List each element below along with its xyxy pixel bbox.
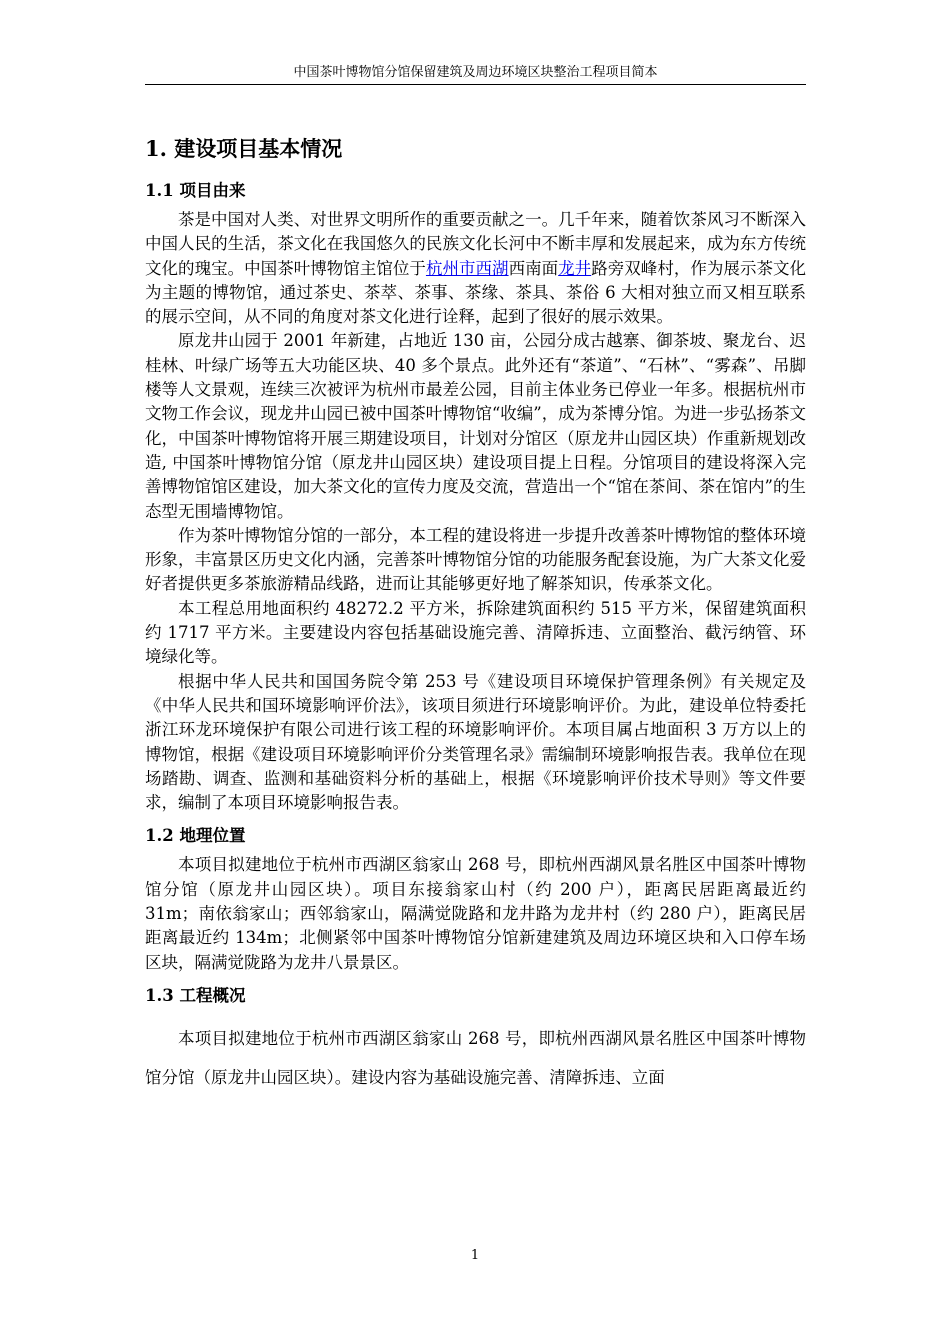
paragraph-text: 西南面 bbox=[508, 258, 559, 278]
paragraph-location: 本项目拟建地位于杭州市西湖区翁家山 268 号，即杭州西湖风景名胜区中国茶叶博物馆分馆（原龙井山园区块）。项目东接翁家山村（约 200 户），距离民居距离最近约 31m；南依翁家山；西邻翁家山，隔满觉陇路和龙井路为龙井村（约 280 户），距离民居距离最近约 134m；北侧紧邻中国茶叶博物馆分馆新建建筑及周边环境区块和入口停车场区块，隔满觉陇路为龙井八景景区。 bbox=[145, 855, 806, 972]
paragraph-longjing-park: 原龙井山园于 2001 年新建，占地近 130 亩，公园分成古越寨、御茶坡、聚龙台、迟桂林、叶绿广场等五大功能区块、40 多个景点。此外还有“茶道”、“石林”、“雾森”、吊脚楼等人文景观，连续三次被评为杭州市最差公园，目前主体业务已停业一年多。根据杭州市文物工作会议，现龙井山园已被中国茶叶博物馆“收编”，成为茶博分馆。为进一步弘扬茶文化，中国茶叶博物馆将开展三期建设项目，计划对分馆区（原龙井山园区块）作重新规划改造, 中国茶叶博物馆分馆（原龙井山园区块）建设项目提上日程。分馆项目的建设将深入完善博物馆馆区建设，加大茶文化的宣传力度及交流，营造出一个“馆在茶间、茶在馆内”的生态型无围墙博物馆。 bbox=[145, 331, 806, 521]
section-title-basic-info: 1. 建设项目基本情况 bbox=[145, 136, 343, 161]
subsection-title-project-overview: 1.3 工程概况 bbox=[145, 985, 246, 1005]
paragraph-project-significance: 作为茶叶博物馆分馆的一部分，本工程的建设将进一步提升改善茶叶博物馆的整体环境形象，丰富景区历史文化内涵，完善茶叶博物馆分馆的功能服务配套设施，为广大茶文化爱好者提供更多茶旅游精品线路，进而让其能够更好地了解茶知识，传承茶文化。 bbox=[145, 525, 806, 594]
paragraph-project-overview: 本项目拟建地位于杭州市西湖区翁家山 268 号，即杭州西湖风景名胜区中国茶叶博物馆分馆（原龙井山园区块）。建设内容为基础设施完善、清障拆违、立面 bbox=[145, 1028, 806, 1087]
document-body bbox=[145, 132, 806, 1097]
paragraph-text: 茶是中国对人类、对世界文明所作的重要贡献之一。几千年来，随着饮茶风习不断深入中国人民的生活，茶文化在我国悠久的民族文化长河中不断丰厚和发展起来，成为东方传统文化的瑰宝。中国茶叶博物馆主馆位于 bbox=[145, 210, 806, 278]
paragraph-eia-basis: 根据中华人民共和国国务院令第 253 号《建设项目环境保护管理条例》有关规定及《中华人民共和国环境影响评价法》，该项目须进行环境影响评价。为此，建设单位特委托浙江环龙环境保护有限公司进行该工程的环境影响评价。本项目属占地面积 3 万方以上的博物馆，根据《建设项目环境影响评价分类管理名录》需编制环境影响报告表。我单位在现场踏勘、调查、监测和基础资料分析的基础上，根据《环境影响评价技术导则》等文件要求，编制了本项目环境影响报告表。 bbox=[145, 671, 806, 813]
paragraph-tea-culture bbox=[145, 208, 806, 329]
link-hangzhou-west-lake[interactable]: 杭州市西湖 bbox=[425, 258, 509, 278]
subsection-title-project-origin: 1.1 项目由来 bbox=[145, 181, 246, 200]
paragraph-project-scale: 本工程总用地面积约 48272.2 平方米，拆除建筑面积约 515 平方米，保留建筑面积约 1717 平方米。主要建设内容包括基础设施完善、清障拆违、立面整治、截污纳管、环境绿化等。 bbox=[145, 598, 806, 667]
page-header: 中国茶叶博物馆分馆保留建筑及周边环境区块整治工程项目简本 bbox=[145, 64, 806, 85]
paragraph-text: 路旁双峰村，作为展示茶文化为主题的博物馆，通过茶史、茶萃、茶事、茶缘、茶具、茶俗 6 大相对独立而又相互联系的展示空间，从不同的角度对茶文化进行诠释，起到了很好的展示效果。 bbox=[145, 258, 807, 327]
page-number: 1 bbox=[470, 1248, 480, 1263]
subsection-title-location: 1.2 地理位置 bbox=[145, 826, 246, 846]
link-longjing[interactable]: 龙井 bbox=[558, 258, 592, 278]
